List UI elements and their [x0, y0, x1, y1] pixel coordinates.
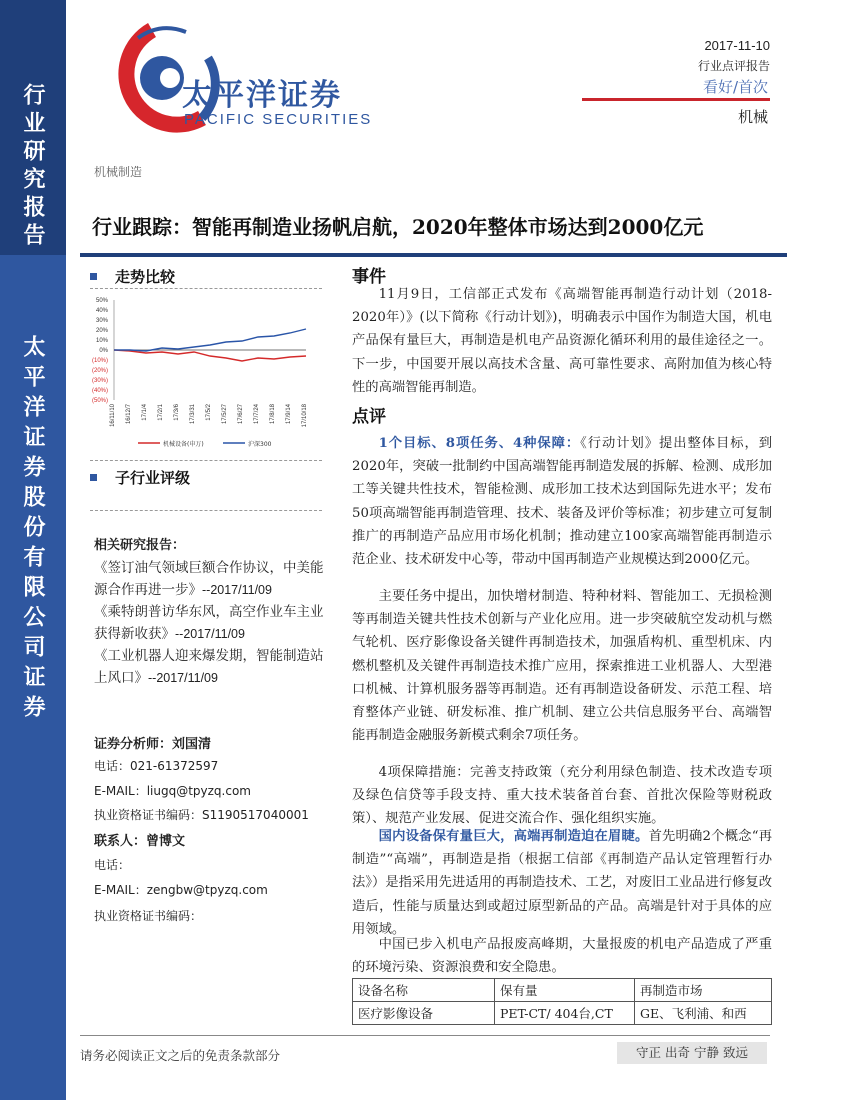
report-date: 2017-11-10: [704, 38, 770, 53]
analyst-name: 证券分析师：刘国清: [94, 737, 212, 752]
title-divider: [80, 253, 787, 257]
x-tick-label: 17/7/24: [254, 404, 260, 425]
paragraph-tasks: 主要任务中提出，加快增材制造、特种材料、智能加工、无损检测等再制造关键共性技术创新与产业化应用。进一步突破航空发动机与燃气轮机、医疗影像设备关键件再制造技术，加强盾构机、重型机床、内燃机整机及关键件再制造技术推广应用，探索推进工业机器人、大型港口机械、计算机服务器等再制造。还有再制造设备研发、示范工程、培育整体产业链、研发标准、推广机制、建立公共信息服务平台、高端智能再制造金融服务新模式剩余7项任务。: [352, 589, 772, 744]
device-table: [352, 978, 772, 1025]
y-tick-label: (30%): [91, 378, 108, 384]
bullet-square-icon: [90, 474, 97, 481]
sidebar: [0, 0, 66, 1100]
y-tick-label: 0%: [99, 348, 108, 354]
header-red-divider: [582, 98, 770, 101]
paragraph-scrap-peak: 中国已步入机电产品报废高峰期，大量报废的机电产品造成了严重的环境污染、资源浪费和安全隐患。: [352, 937, 772, 976]
y-tick-label: 10%: [95, 338, 108, 344]
related-report-item[interactable]: 《工业机器人迎来爆发期，智能制造站上风口》--2017/11/09: [94, 648, 324, 686]
contact-email[interactable]: E-MAIL：zengbw@tpyzq.com: [94, 883, 268, 897]
page-title: 行业跟踪：智能再制造业扬帆启航，2020年整体市场达到2000亿元: [92, 215, 704, 239]
related-report-item[interactable]: 《乘特朗普访华东风，高空作业车主业获得新收获》--2017/11/09: [94, 604, 324, 642]
x-tick-label: 17/2/1: [158, 404, 164, 421]
analyst-email[interactable]: E-MAIL：liugq@tpyzq.com: [94, 784, 251, 798]
dashed-divider: [90, 510, 322, 511]
company-logo: [90, 18, 380, 138]
contact-phone: 电话：: [94, 858, 131, 872]
x-tick-label: 17/3/6: [174, 404, 180, 421]
legend-label-沪深300: 沪深300: [248, 441, 272, 448]
x-tick-label: 17/3/31: [190, 404, 196, 425]
logo-cn-text: 太平洋证券: [182, 78, 342, 113]
table-header-row: [353, 979, 772, 1002]
y-tick-label: (20%): [91, 368, 108, 374]
y-tick-label: (50%): [91, 398, 108, 404]
y-tick-label: (40%): [91, 388, 108, 394]
sidebar-report-type: 行业研究报告: [20, 83, 46, 251]
series-line-沪深300: [114, 329, 306, 351]
analyst-cert: 执业资格证书编码：S1190517040001: [94, 808, 309, 822]
x-tick-label: 17/10/18: [302, 404, 308, 428]
chart-legend: [138, 440, 272, 448]
rating-label: 看好/首次: [702, 78, 768, 96]
analyst-phone: 电话：021-61372597: [94, 759, 219, 773]
x-tick-label: 16/12/7: [126, 404, 132, 425]
y-tick-label: 40%: [95, 308, 108, 314]
sector-label: 机械制造: [94, 165, 143, 179]
dashed-divider: [90, 460, 322, 461]
contact-name: 联系人：曾博文: [94, 834, 186, 849]
logo-en-text: PACIFIC SECURITIES: [184, 111, 373, 128]
x-tick-label: 17/1/4: [142, 404, 148, 421]
table-header-cell: 再制造市场: [635, 979, 772, 1002]
event-heading: 事件: [352, 267, 386, 287]
comment-heading: 点评: [352, 407, 386, 427]
x-tick-label: 17/5/27: [222, 404, 228, 425]
report-type-label: 行业点评报告: [697, 59, 770, 73]
contact-cert: 执业资格证书编码：: [94, 909, 203, 923]
sub-rating-heading: 子行业评级: [90, 467, 190, 488]
table-row: [353, 1002, 772, 1025]
y-tick-label: 50%: [95, 298, 108, 304]
legend-label-机械设备: 机械设备(申万): [163, 441, 204, 448]
table-cell: PET-CT/ 404台,CT: [495, 1002, 635, 1025]
table-header-cell: 保有量: [495, 979, 635, 1002]
paragraph-guarantees: 4项保障措施：完善支持政策（充分利用绿色制造、技术改造专项及绿色信贷等手段支持、重大技术装备首台套、首批次保险等财税政策）、规范产业发展、促进交流合作、强化组织实施。: [352, 765, 772, 827]
footer-divider: [80, 1035, 770, 1036]
x-tick-label: 17/6/27: [238, 404, 244, 425]
footer-motto: 守正 出奇 宁静 致远: [617, 1042, 767, 1064]
table-cell: GE、飞利浦、和西: [635, 1002, 772, 1025]
series-line-机械设备: [114, 350, 306, 361]
paragraph-domestic: 国内设备保有量巨大，高端再制造迫在眉睫。首先明确2个概念“再制造”“高端”，再制造是指（根据工信部《再制造产品认定管理暂行办法》）是指采用先进适用的再制造技术、工艺，对废旧工业品进行修复改造后，性能与质量达到或超过原型新品的产品。高端是针对于具体的应用领域。: [352, 829, 773, 937]
x-tick-label: 17/5/2: [206, 404, 212, 421]
y-tick-label: 20%: [95, 328, 108, 334]
table-header-cell: 设备名称: [353, 979, 495, 1002]
y-tick-label: 30%: [95, 318, 108, 324]
footer-disclaimer: 请务必阅读正文之后的免责条款部分: [80, 1048, 281, 1063]
x-tick-label: 17/9/14: [286, 404, 292, 425]
event-paragraph: 11月9日，工信部正式发布《高端智能再制造行动计划（2018-2020年）》(以下简称《行动计划》)，明确表示中国作为制造大国，机电产品保有量巨大，再制造是机电产品资源化循环利用的最佳途径之一。下一步，中国要开展以高技术含量、高可靠性要求、高附加值为核心特性的高端智能再制造。: [352, 287, 772, 395]
trend-chart: [88, 296, 318, 461]
related-report-item[interactable]: 《签订油气领域巨额合作协议，中美能源合作再进一步》--2017/11/09: [94, 560, 324, 598]
industry-label: 机械: [737, 108, 768, 126]
trend-heading: 走势比较: [90, 266, 175, 287]
related-reports: [94, 535, 326, 689]
x-tick-label: 16/11/10: [110, 404, 116, 427]
y-tick-label: (10%): [91, 358, 108, 364]
table-cell: 医疗影像设备: [353, 1002, 495, 1025]
dashed-divider: [90, 288, 322, 289]
x-tick-label: 17/8/18: [270, 404, 276, 425]
related-heading: 相关研究报告：: [94, 538, 186, 553]
bullet-square-icon: [90, 273, 97, 280]
sidebar-company-name: 太平洋证券股份有限公司证券: [20, 335, 46, 725]
paragraph-goals: 1个目标、8项任务、4种保障：《行动计划》提出整体目标，到2020年，突破一批制约中国高端智能再制造发展的拆解、检测、成形加工等关键共性技术，智能检测、成形加工技术达到国际先进水平；发布50项高端智能再制造管理、技术、装备及评价等标准；初步建立可复制推广的再制造产品应用市场化机制；推动建立100家高端智能再制造示范企业、技术研发中心等，带动中国再制造产业规模达到2000亿元。: [352, 436, 772, 568]
